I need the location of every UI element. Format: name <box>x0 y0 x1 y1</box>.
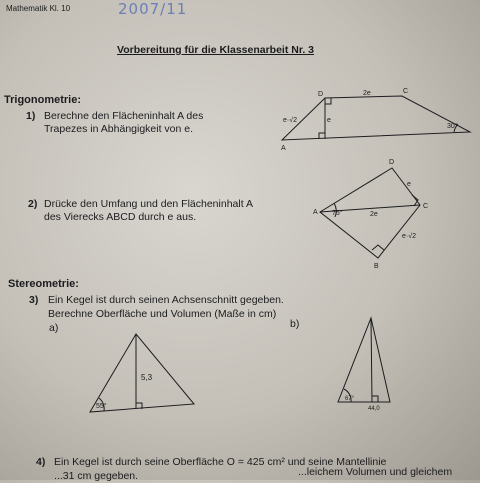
task-2-line1: Drücke den Umfang und den Flächeninhalt A <box>44 198 253 210</box>
trapezoid-figure <box>282 96 470 140</box>
viereck-dc-label: e <box>407 181 411 188</box>
trapez-left-label: e·√2 <box>283 117 297 124</box>
viereck-vertex-b: B <box>374 263 379 270</box>
cone-a-angle-label: 55° <box>96 403 107 410</box>
trapez-vertex-d: D <box>318 91 324 98</box>
trapez-top-label: 2e <box>363 90 371 97</box>
viereck-angle-label: 75° <box>332 210 343 217</box>
section-trigonometrie: Trigonometrie: <box>4 94 82 106</box>
viereck-diagonal-label: 2e <box>370 211 378 218</box>
task-4-line2b: ...leichem Volumen und gleichem <box>298 466 453 478</box>
trapez-vertex-c: C <box>403 88 409 95</box>
task-4-line2a: ...31 cm gegeben. <box>54 470 139 482</box>
page-title: Vorbereitung für die Klassenarbeit Nr. 3 <box>117 44 315 56</box>
viereck-vertex-d: D <box>389 159 395 166</box>
cone-b-figure <box>338 318 390 402</box>
task-2-line2: des Vierecks ABCD durch e aus. <box>44 211 197 223</box>
viereck-vertex-a: A <box>313 209 318 216</box>
class-label: Mathematik Kl. 10 <box>6 4 71 13</box>
cone-b-base-label: 44,0 <box>368 406 380 412</box>
viereck-vertex-c: C <box>423 203 429 210</box>
task-4-number: 4) <box>36 456 46 468</box>
task-3-part-b: b) <box>290 318 300 330</box>
task-1-line2: Trapezes in Abhängigkeit von e. <box>44 123 194 135</box>
section-stereometrie: Stereometrie: <box>8 278 79 290</box>
task-3-line2: Berechne Oberfläche und Volumen (Maße in cm) <box>48 308 277 320</box>
handwritten-note: 2007/11 <box>118 0 188 18</box>
trapez-angle-label: 30° <box>447 123 458 130</box>
task-4-line1: Ein Kegel ist durch seine Oberfläche O = 425 cm² und seine Mantellinie <box>54 456 387 468</box>
trapez-height-label: e <box>327 117 331 124</box>
cone-a-height-label: 5,3 <box>141 373 153 382</box>
task-1-number: 1) <box>26 110 36 122</box>
viereck-bc-label: e·√2 <box>402 233 416 240</box>
task-2-number: 2) <box>28 198 38 210</box>
task-3-part-a: a) <box>49 322 59 334</box>
cone-b-angle-label: 67° <box>345 396 355 402</box>
task-3-number: 3) <box>29 294 39 306</box>
task-3-line1: Ein Kegel ist durch seinen Achsenschnitt gegeben. <box>48 294 284 306</box>
task-1-line1: Berechne den Flächeninhalt A des <box>44 110 204 122</box>
trapez-vertex-a: A <box>281 145 286 152</box>
